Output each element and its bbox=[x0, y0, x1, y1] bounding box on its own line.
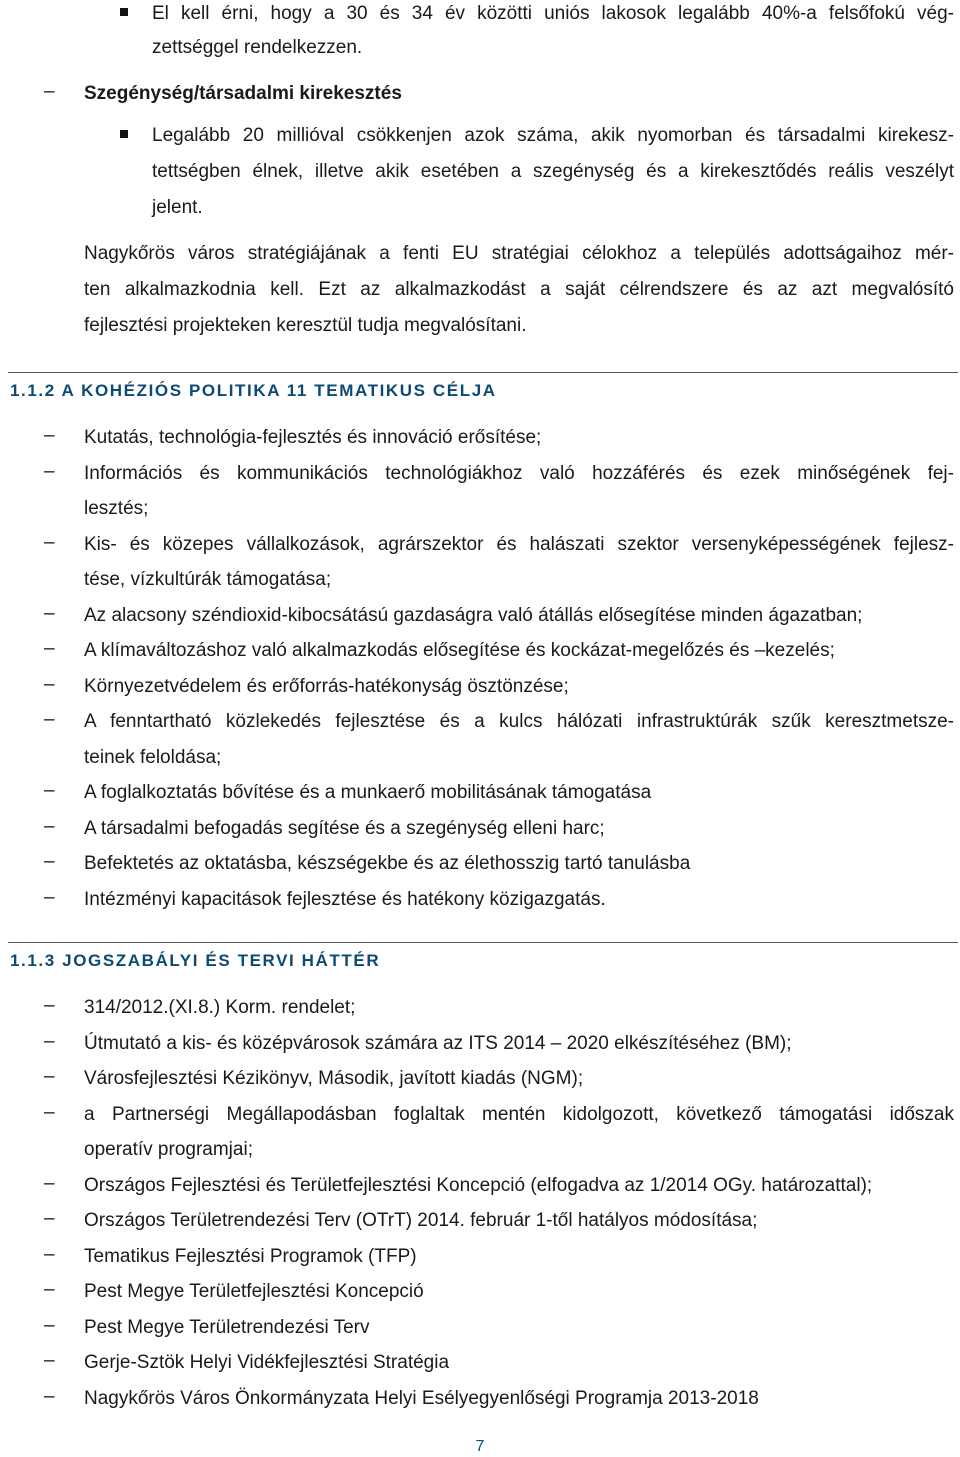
subheading-poverty: Szegénység/társadalmi kirekesztés bbox=[84, 83, 402, 104]
section-heading-112: 1.1.2 A KOHÉZIÓS POLITIKA 11 TEMATIKUS CÉLJA bbox=[10, 381, 497, 400]
dash-bullet-icon: ‒ bbox=[44, 1208, 55, 1229]
list-item-line: A fenntartható közlekedés fejlesztése és a kulcs hálózati infrastruktúrák szűk keresztmetsze- bbox=[84, 711, 954, 732]
square-bullet-icon bbox=[120, 8, 128, 16]
dash-bullet-icon: ‒ bbox=[44, 1314, 55, 1336]
list-item-line: Az alacsony széndioxid-kibocsátású gazdaságra való átállás elősegítése minden ágazatban; bbox=[84, 604, 863, 626]
dash-bullet-icon: ‒ bbox=[44, 815, 55, 837]
list-item-line: Pest Megye Területfejlesztési Koncepció bbox=[84, 1281, 424, 1302]
paragraph-line: ten alkalmazkodnia kell. Ezt az alkalmazkodást a saját célrendszere és az azt megvalósító bbox=[84, 279, 954, 300]
list-item-line: Környezetvédelem és erőforrás-hatékonyság ösztönzése; bbox=[84, 675, 569, 697]
list-item-line: Gerje-Sztök Helyi Vidékfejlesztési Stratégia bbox=[84, 1352, 450, 1373]
section-divider bbox=[8, 942, 958, 943]
dash-bullet-icon: ‒ bbox=[44, 1350, 55, 1371]
dash-bullet-icon: ‒ bbox=[44, 886, 55, 908]
dash-bullet-icon: ‒ bbox=[44, 531, 55, 553]
dash-bullet-icon: ‒ bbox=[44, 460, 55, 482]
list-item-line: A foglalkoztatás bővítése és a munkaerő mobilitásának támogatása bbox=[84, 782, 652, 803]
list-item-line: a Partnerségi Megállapodásban foglaltak mentén kidolgozott, következő támogatási időszak bbox=[84, 1103, 954, 1125]
dash-bullet-icon: ‒ bbox=[44, 81, 55, 102]
list-item-line: Városfejlesztési Kézikönyv, Második, javított kiadás (NGM); bbox=[84, 1068, 584, 1089]
dash-bullet-icon: ‒ bbox=[44, 1279, 55, 1300]
list-item-line: Információs és kommunikációs technológiákhoz való hozzáférés és ezek minőségének fej- bbox=[84, 462, 954, 484]
list-item-line: Országos Területrendezési Terv (OTrT) 2014. február 1-től hatályos módosítása; bbox=[84, 1210, 758, 1231]
list-item-line: lesztés; bbox=[84, 498, 149, 519]
dash-bullet-icon: ‒ bbox=[44, 1172, 55, 1194]
list-item-line: Útmutató a kis- és középvárosok számára az ITS 2014 – 2020 elkészítéséhez (BM); bbox=[84, 1032, 792, 1054]
dash-bullet-icon: ‒ bbox=[44, 851, 55, 872]
dash-bullet-icon: ‒ bbox=[44, 995, 55, 1016]
dash-bullet-icon: ‒ bbox=[44, 1066, 55, 1087]
section-heading-113: 1.1.3 JOGSZABÁLYI ÉS TERVI HÁTTÉR bbox=[10, 951, 381, 970]
list-item-line: Intézményi kapacitások fejlesztése és hatékony közigazgatás. bbox=[84, 888, 606, 910]
section-divider bbox=[8, 372, 958, 373]
list-item-line: Pest Megye Területrendezési Terv bbox=[84, 1316, 370, 1338]
list-item-line: tése, vízkultúrák támogatása; bbox=[84, 569, 332, 590]
list-item-line: Kis- és közepes vállalkozások, agrárszektor és halászati szektor versenyképességének fejlesz- bbox=[84, 533, 954, 555]
dash-bullet-icon: ‒ bbox=[44, 673, 55, 695]
list-item-line: 314/2012.(XI.8.) Korm. rendelet; bbox=[84, 997, 356, 1018]
paragraph-line: fejlesztési projekteken keresztül tudja megvalósítani. bbox=[84, 315, 527, 336]
bullet-text-line: tettségben élnek, illetve akik esetében a szegénység és a kirekesztődés reális veszélyt bbox=[152, 161, 954, 182]
list-item-line: Nagykőrös Város Önkormányzata Helyi Esélyegyenlőségi Programja 2013-2018 bbox=[84, 1387, 759, 1409]
dash-bullet-icon: ‒ bbox=[44, 1385, 55, 1407]
bullet-text-line: El kell érni, hogy a 30 és 34 év közötti uniós lakosok legalább 40%-a felsőfokú vég- bbox=[152, 3, 954, 24]
page-number: 7 bbox=[475, 1438, 485, 1455]
bullet-text-line: zettséggel rendelkezzen. bbox=[152, 37, 363, 58]
bullet-text-line: jelent. bbox=[152, 197, 203, 218]
list-item-line: A társadalmi befogadás segítése és a szegénység elleni harc; bbox=[84, 817, 605, 839]
dash-bullet-icon: ‒ bbox=[44, 1030, 55, 1052]
list-item-line: Országos Fejlesztési és Területfejlesztési Koncepció (elfogadva az 1/2014 OGy. határozattal); bbox=[84, 1174, 873, 1196]
dash-bullet-icon: ‒ bbox=[44, 1243, 55, 1265]
square-bullet-icon bbox=[120, 130, 128, 138]
list-item-line: teinek feloldása; bbox=[84, 746, 222, 768]
list-item-line: Befektetés az oktatásba, készségekbe és az élethosszig tartó tanulásba bbox=[84, 853, 691, 874]
list-item-line: Tematikus Fejlesztési Programok (TFP) bbox=[84, 1245, 417, 1267]
bullet-text-line: Legalább 20 millióval csökkenjen azok száma, akik nyomorban és társadalmi kirekesz- bbox=[152, 125, 954, 146]
list-item-line: Kutatás, technológia-fejlesztés és innováció erősítése; bbox=[84, 427, 542, 448]
dash-bullet-icon: ‒ bbox=[44, 425, 55, 446]
dash-bullet-icon: ‒ bbox=[44, 602, 55, 624]
dash-bullet-icon: ‒ bbox=[44, 709, 55, 730]
list-item-line: A klímaváltozáshoz való alkalmazkodás elősegítése és kockázat-megelőzés és –kezelés; bbox=[84, 640, 835, 661]
list-item-line: operatív programjai; bbox=[84, 1139, 253, 1160]
dash-bullet-icon: ‒ bbox=[44, 1101, 55, 1123]
dash-bullet-icon: ‒ bbox=[44, 638, 55, 659]
dash-bullet-icon: ‒ bbox=[44, 780, 55, 801]
paragraph-line: Nagykőrös város stratégiájának a fenti EU stratégiai célokhoz a település adottságaihoz mér- bbox=[84, 243, 954, 264]
